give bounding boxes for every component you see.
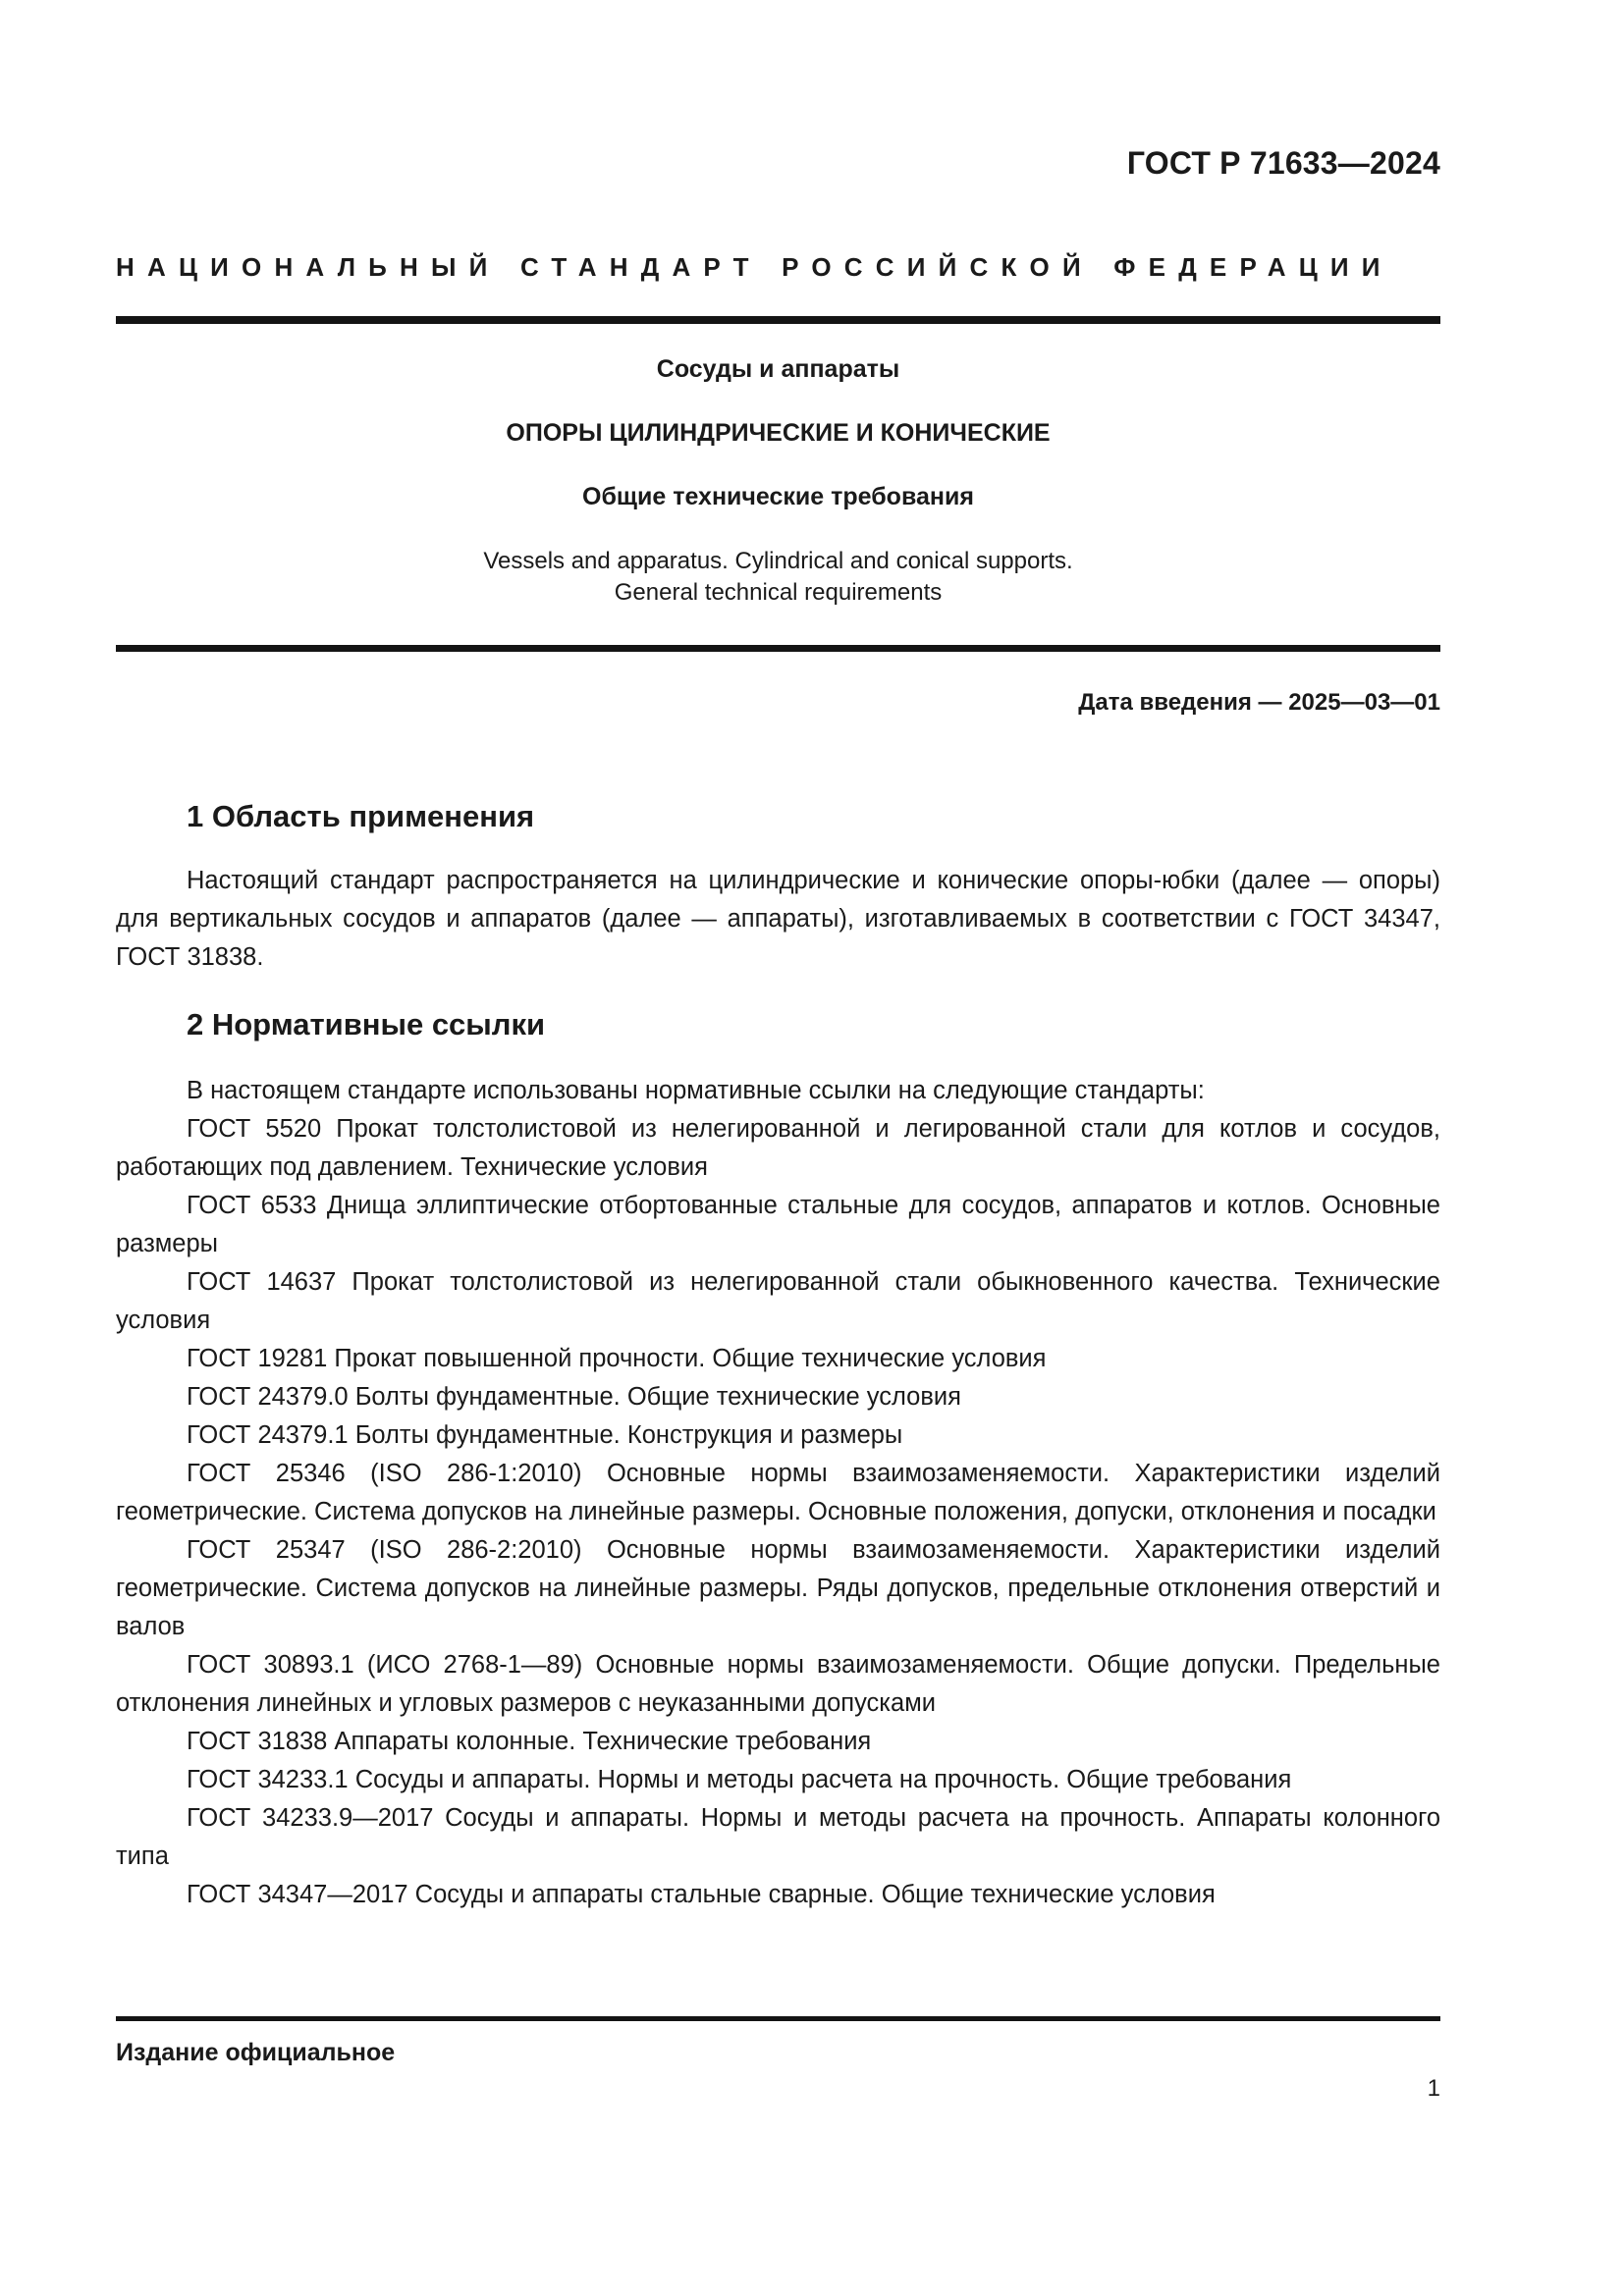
title-english-line-2: General technical requirements <box>614 579 943 606</box>
reference-item: ГОСТ 30893.1 (ИСО 2768-1—89) Основные нормы взаимозаменяемости. Общие допуски. Предельные отклонения линейных и угловых размеров с неуказанными допусками <box>116 1651 1440 1717</box>
reference-item: ГОСТ 34233.1 Сосуды и аппараты. Нормы и методы расчета на прочность. Общие требования <box>187 1766 1292 1793</box>
title-divider <box>116 645 1440 652</box>
header-divider <box>116 316 1440 324</box>
footer-divider <box>116 2016 1440 2021</box>
reference-item: ГОСТ 34233.9—2017 Сосуды и аппараты. Нормы и методы расчета на прочность. Аппараты колонного типа <box>116 1804 1440 1870</box>
reference-item: ГОСТ 25346 (ISO 286-1:2010) Основные нормы взаимозаменяемости. Характеристики изделий геометрические. Система допусков на линейные размеры. Основные положения, допуски, отклонения и посадки <box>116 1460 1440 1525</box>
reference-item: ГОСТ 24379.0 Болты фундаментные. Общие технические условия <box>187 1383 961 1411</box>
section-heading-normative-references: 2 Нормативные ссылки <box>187 1007 546 1041</box>
reference-item: ГОСТ 31838 Аппараты колонные. Технические требования <box>187 1728 872 1755</box>
reference-item: ГОСТ 14637 Прокат толстолистовой из нелегированной стали обыкновенного качества. Технические условия <box>116 1268 1440 1334</box>
title-category: Сосуды и аппараты <box>656 355 900 383</box>
reference-item: ГОСТ 34347—2017 Сосуды и аппараты стальные сварные. Общие технические условия <box>187 1881 1216 1908</box>
national-standard-banner: НАЦИОНАЛЬНЫЙ СТАНДАРТ РОССИЙСКОЙ ФЕДЕРАЦИИ <box>116 252 1393 282</box>
section-heading-scope: 1 Область применения <box>187 799 535 833</box>
reference-item: ГОСТ 5520 Прокат толстолистовой из нелегированной и легированной стали для котлов и сосудов, работающих под давлением. Технические условия <box>116 1115 1440 1181</box>
page-number: 1 <box>1427 2075 1440 2102</box>
reference-item: ГОСТ 25347 (ISO 286-2:2010) Основные нормы взаимозаменяемости. Характеристики изделий геометрические. Система допусков на линейные размеры. Ряды допусков, предельные отклонения отверстий и валов <box>116 1536 1440 1640</box>
edition-label: Издание официальное <box>116 2039 396 2066</box>
title-main: ОПОРЫ ЦИЛИНДРИЧЕСКИЕ И КОНИЧЕСКИЕ <box>506 419 1051 447</box>
reference-item: ГОСТ 24379.1 Болты фундаментные. Конструкция и размеры <box>187 1421 903 1449</box>
standard-designation: ГОСТ Р 71633—2024 <box>1126 145 1440 181</box>
reference-item: ГОСТ 6533 Днища эллиптические отбортованные стальные для сосудов, аппаратов и котлов. Основные размеры <box>116 1192 1440 1257</box>
introduction-date: Дата введения — 2025—03—01 <box>1078 689 1440 716</box>
title-english <box>116 546 1440 609</box>
section-body-scope <box>116 862 1440 977</box>
reference-item: ГОСТ 19281 Прокат повышенной прочности. Общие технические условия <box>187 1345 1047 1372</box>
paragraph: Настоящий стандарт распространяется на цилиндрические и конические опоры-юбки (далее — опоры) для вертикальных сосудов и аппаратов (далее — аппараты), изготавливаемых в соответствии с ГОСТ 34347, ГОСТ 31838. <box>116 867 1440 971</box>
paragraph-intro: В настоящем стандарте использованы нормативные ссылки на следующие стандарты: <box>187 1077 1205 1104</box>
section-body-normative-references <box>116 1072 1440 1914</box>
title-subtitle: Общие технические требования <box>582 483 974 510</box>
title-english-line-1: Vessels and apparatus. Cylindrical and conical supports. <box>483 548 1073 574</box>
